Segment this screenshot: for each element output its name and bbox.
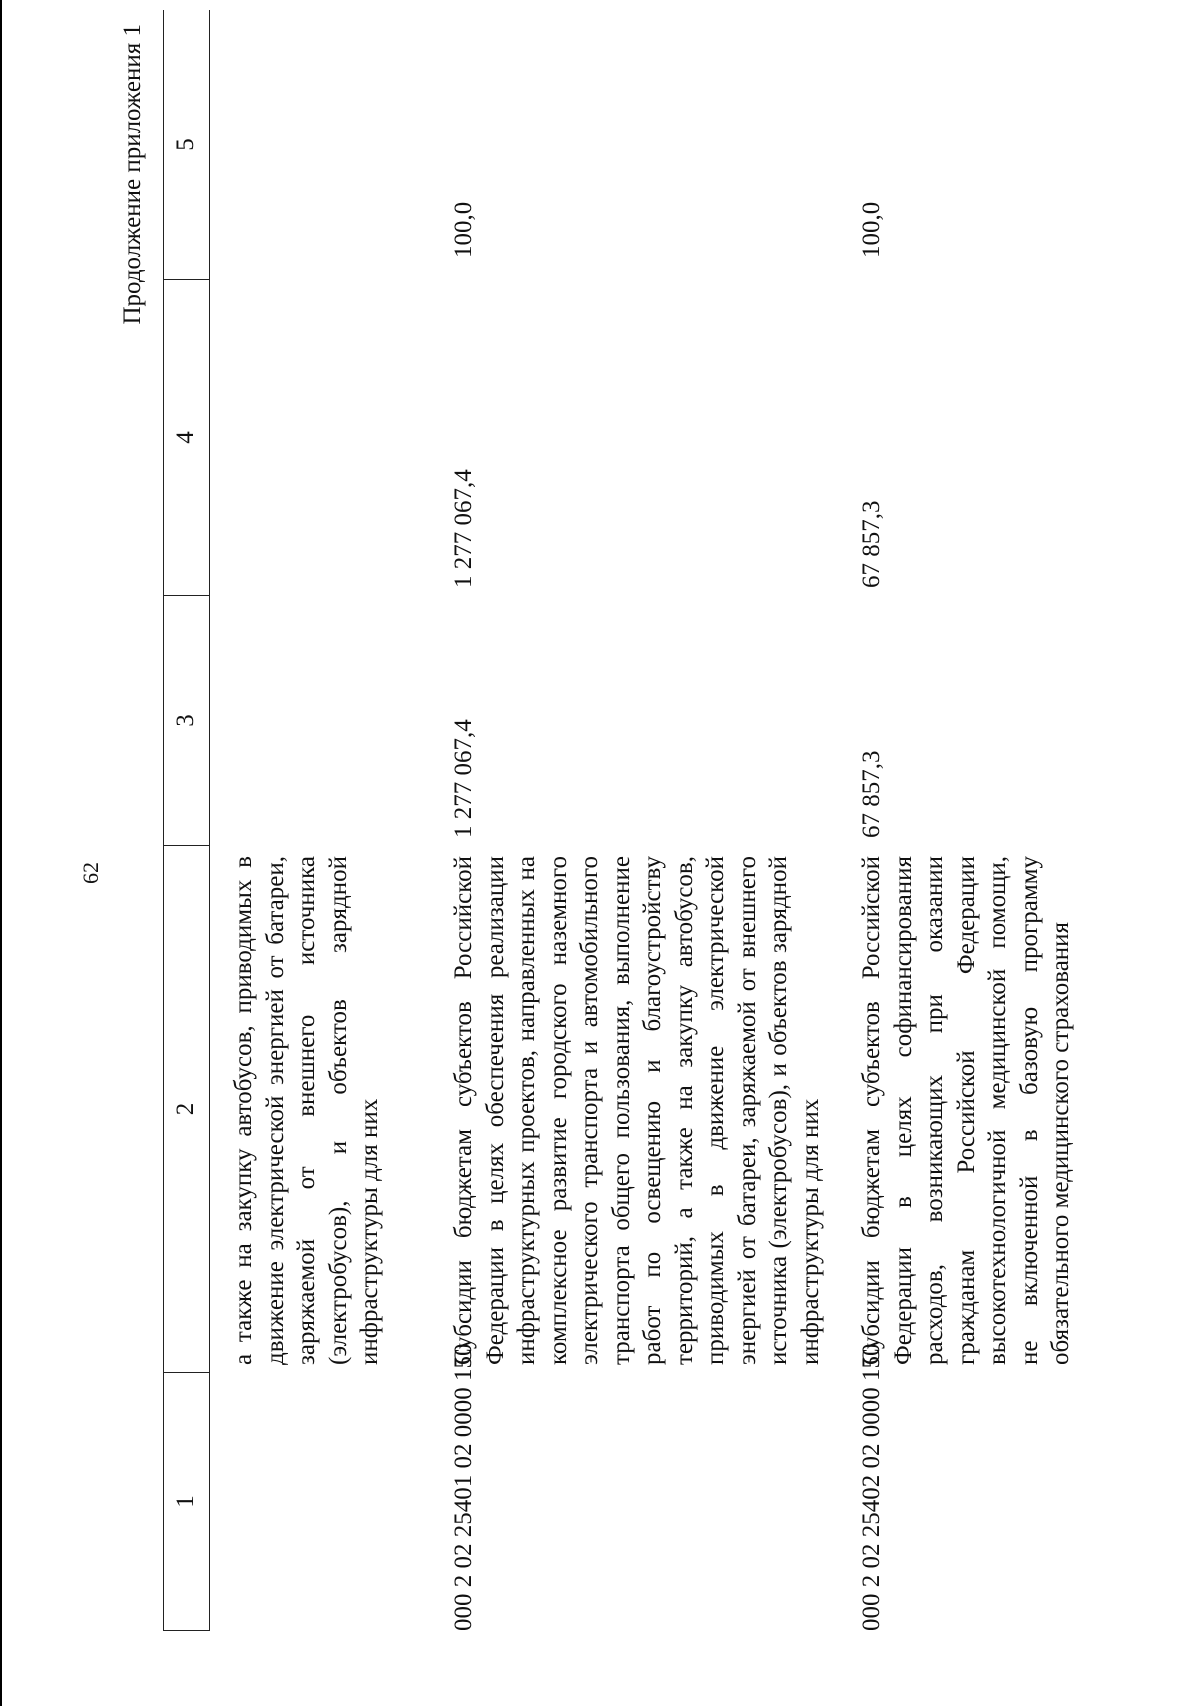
table-row — [448, 10, 856, 1631]
budget-code: 000 2 02 25401 02 0000 150 — [450, 1343, 477, 1631]
executed-amount: 67 857,3 — [858, 500, 885, 588]
executed-amount — [228, 280, 448, 596]
table-row — [228, 10, 448, 1631]
table-row — [856, 10, 1176, 1631]
column-header-4: 4 — [164, 280, 209, 596]
column-header-2: 2 — [164, 846, 209, 1373]
execution-percent: 100,0 — [858, 201, 885, 258]
continuation-caption: Продолжение приложения 1 — [119, 24, 146, 325]
approved-amount: 67 857,3 — [858, 750, 885, 838]
row-description: Субсидии бюджетам субъектов Российской Федерации в целях обеспечения реализации инфраструктурных проектов, направленных на комплексное развитие городского наземного электрического транспорта и автомобильного транспорта общего пользования, выполнение работ по освещению и благоустройству территорий, а также на закупку автобусов, приводимых в движение электрической энергией от батареи, заряжаемой от внешнего источника (электробусов), и объектов зарядной инфраструктуры для них — [450, 856, 824, 1365]
table-header-row — [163, 10, 210, 1631]
page-number: 62 — [78, 862, 103, 884]
row-description: а также на закупку автобусов, приводимых в движение электрической энергией от батареи, заряжаемой от внешнего источника (электробусов), и объектов зарядной инфраструктуры для них — [230, 856, 383, 1365]
approved-amount — [228, 596, 448, 846]
column-header-1: 1 — [164, 1373, 209, 1631]
budget-code: 000 2 02 25402 02 0000 150 — [858, 1343, 885, 1631]
execution-percent — [228, 10, 448, 280]
execution-percent: 100,0 — [450, 201, 477, 258]
executed-amount: 1 277 067,4 — [450, 469, 477, 588]
appendix-table — [163, 10, 1176, 1631]
column-header-3: 3 — [164, 596, 209, 846]
budget-code — [228, 1373, 448, 1631]
column-header-5: 5 — [164, 10, 209, 280]
approved-amount: 1 277 067,4 — [450, 719, 477, 838]
row-description: Субсидии бюджетам субъектов Российской Федерации в целях софинансирования расходов, возникающих при оказании гражданам Российской Федерации высокотехнологичной медицинской помощи, не включенной в базовую программу обязательного медицинского страхования — [858, 856, 1074, 1365]
